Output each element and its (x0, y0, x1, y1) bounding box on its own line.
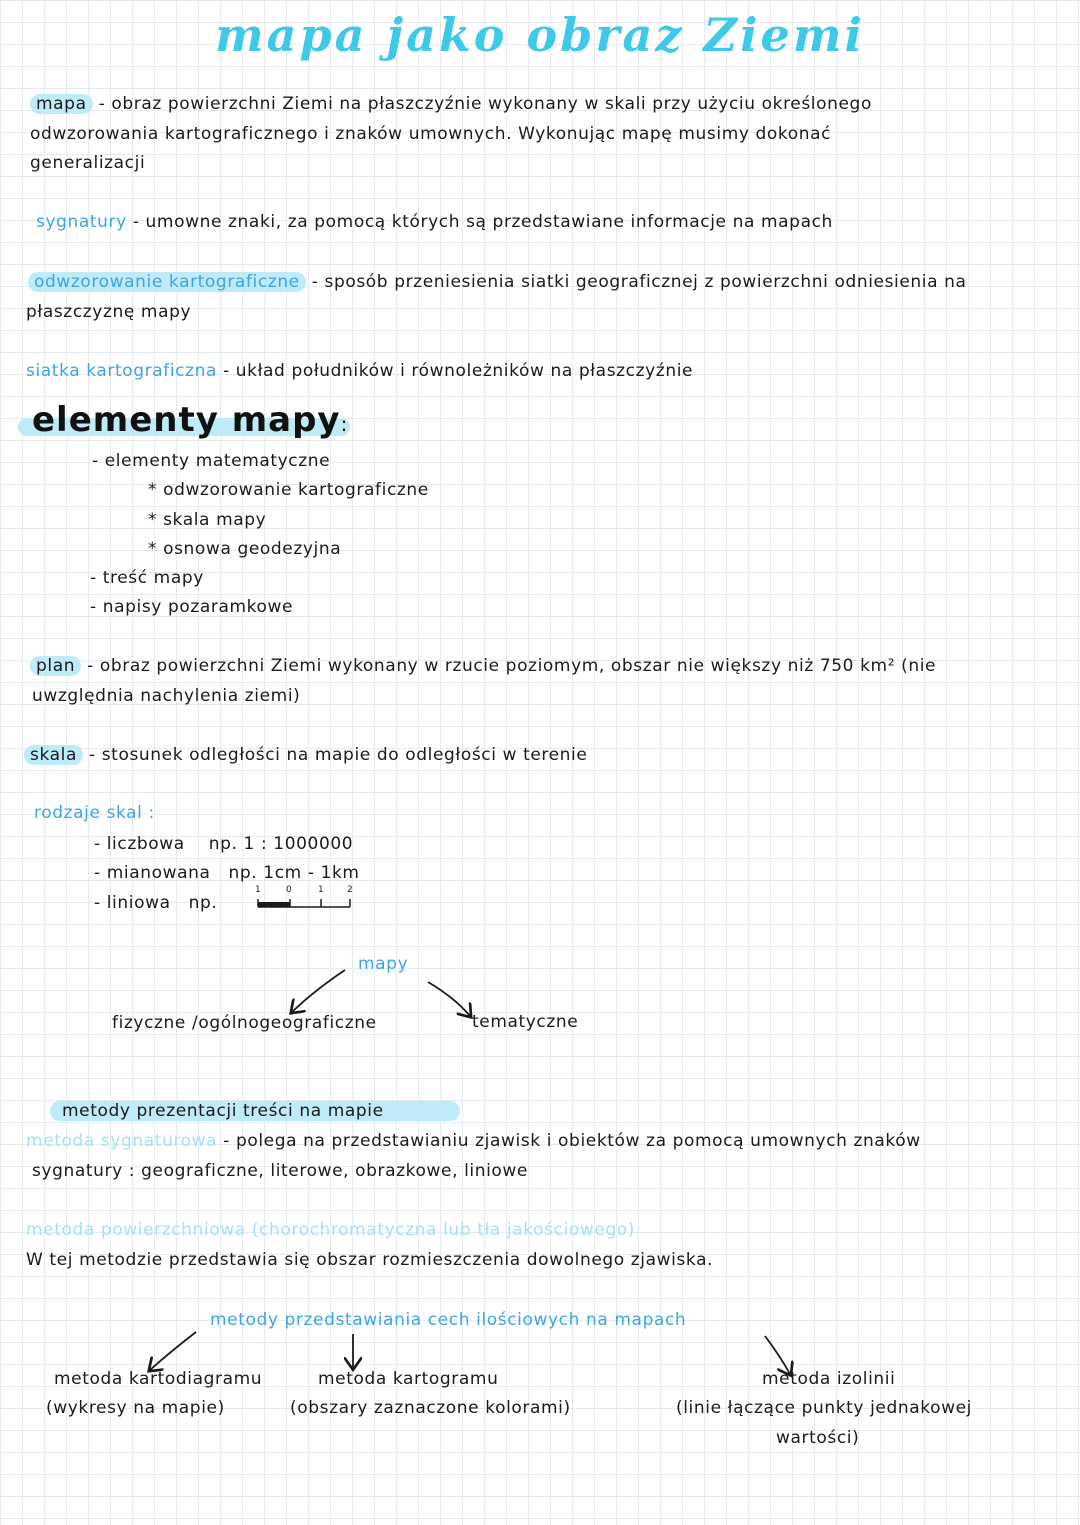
rodzaje-heading: rodzaje skal : (34, 803, 155, 823)
elements-item: - treść mapy (90, 568, 204, 588)
ilosciowe-a-sub: (wykresy na mapie) (46, 1398, 225, 1418)
arrow-right-icon (428, 982, 470, 1016)
scale-label: 1 (255, 885, 261, 895)
ilosciowe-c-sub1: (linie łączące punkty jednakowej (676, 1398, 972, 1418)
ilosciowe-c-sub2: wartości) (776, 1428, 860, 1448)
arrow-a-icon (150, 1332, 196, 1370)
ilosciowe-a-title: metoda kartodiagramu (54, 1369, 263, 1389)
def-mapa-line3: generalizacji (30, 153, 146, 173)
ilosciowe-b-title: metoda kartogramu (318, 1369, 499, 1389)
elements-item: * skala mapy (148, 510, 267, 530)
linear-scale-icon (258, 899, 350, 907)
elements-item: * osnowa geodezyjna (148, 539, 342, 559)
rodzaje-item: - mianowana np. 1cm - 1km (94, 863, 360, 883)
mapy-left: fizyczne /ogólnogeograficzne (112, 1013, 377, 1033)
term-mapa: mapa (30, 94, 93, 114)
rodzaje-item: - liniowa np. (94, 893, 218, 913)
def-skala: skala - stosunek odległości na mapie do odległości w terenie (24, 745, 587, 765)
term-sygnatury: sygnatury (36, 212, 127, 232)
def-mapa-line2: odwzorowania kartograficznego i znaków umownych. Wykonując mapę musimy dokonać (30, 124, 832, 144)
term-siatka: siatka kartograficzna (26, 361, 218, 381)
page-title: mapa jako obraz Ziemi (215, 8, 865, 62)
scale-label: 2 (347, 885, 353, 895)
rodzaje-item: - liczbowa np. 1 : 1000000 (94, 834, 354, 854)
scale-label: 1 (318, 885, 324, 895)
def-sygnatury: sygnatury - umowne znaki, za pomocą których są przedstawiane informacje na mapach (36, 212, 833, 232)
arrow-c-icon (765, 1336, 790, 1374)
term-powierzchniowa: metoda powierzchniowa (chorochromatyczna lub tła jakościowego) (26, 1220, 636, 1240)
term-sygnaturowa: metoda sygnaturowa (26, 1131, 218, 1151)
metody-heading: metody prezentacji treści na mapie (62, 1101, 384, 1121)
def-mapa-line1: mapa - obraz powierzchni Ziemi na płaszczyźnie wykonany w skali przy użyciu określonego (30, 94, 872, 114)
def-odwzorowanie-line2: płaszczyznę mapy (26, 302, 192, 322)
scale-label: 0 (286, 885, 292, 895)
mapy-root: mapy (358, 954, 409, 974)
elements-item: * odwzorowanie kartograficzne (148, 480, 429, 500)
term-plan: plan (30, 656, 81, 676)
def-powierzchniowa: W tej metodzie przedstawia się obszar rozmieszczenia dowolnego zjawiska. (26, 1250, 714, 1270)
def-siatka: siatka kartograficzna - układ południków i równoleżników na płaszczyźnie (26, 361, 694, 381)
def-odwzorowanie-line1: odwzorowanie kartograficzne - sposób przeniesienia siatki geograficznej z powierzchni odniesienia na (28, 272, 967, 292)
ilosciowe-root: metody przedstawiania cech ilościowych na mapach (210, 1310, 687, 1330)
def-sygnaturowa-line2: sygnatury : geograficzne, literowe, obrazkowe, liniowe (32, 1161, 528, 1181)
elements-heading: elementy mapy: (32, 400, 349, 440)
ilosciowe-b-sub: (obszary zaznaczone kolorami) (290, 1398, 571, 1418)
elements-item: - elementy matematyczne (92, 451, 331, 471)
term-odwzorowanie: odwzorowanie kartograficzne (28, 272, 306, 292)
term-skala: skala (24, 745, 83, 765)
ilosciowe-c-title: metoda izolinii (762, 1369, 896, 1389)
def-plan-line1: plan - obraz powierzchni Ziemi wykonany w rzucie poziomym, obszar nie większy niż 750 km² (nie (30, 656, 936, 676)
mapy-right: tematyczne (472, 1012, 579, 1032)
elements-item: - napisy pozaramkowe (90, 597, 294, 617)
arrow-left-icon (292, 970, 345, 1012)
def-plan-line2: uwzględnia nachylenia ziemi) (32, 686, 301, 706)
def-sygnaturowa-line1: metoda sygnaturowa - polega na przedstawianiu zjawisk i obiektów za pomocą umownych znaków (26, 1131, 921, 1151)
